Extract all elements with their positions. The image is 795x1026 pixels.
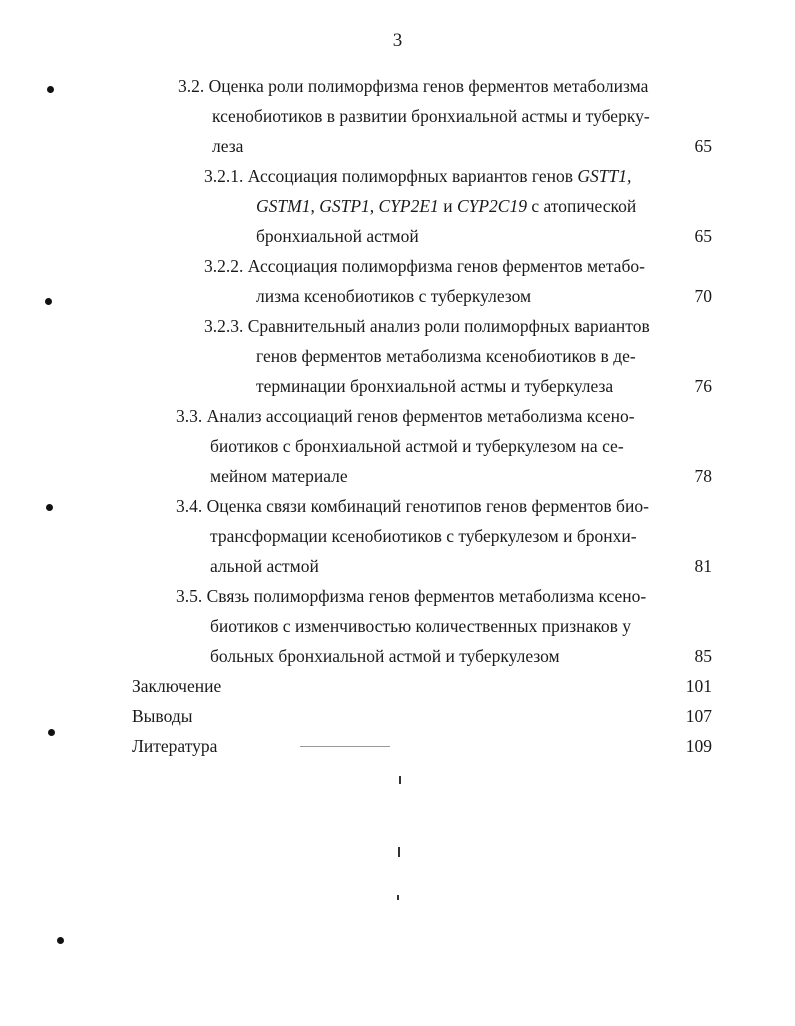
toc-entry-conclusion-page: 101 bbox=[685, 676, 712, 696]
binder-hole-mark bbox=[46, 504, 53, 511]
gene-gstm1: GSTM1 bbox=[256, 196, 311, 216]
binder-hole-mark bbox=[45, 298, 52, 305]
toc-entry-3-3-line-1: 3.3. Анализ ассоциаций генов ферментов метаболизма ксено- bbox=[176, 406, 635, 426]
toc-entry-3-5-line-3: больных бронхиальной астмой и туберкулезом bbox=[210, 646, 560, 666]
gene-gstt1: GSTT1, bbox=[577, 166, 632, 186]
separator: , bbox=[310, 196, 320, 216]
separator: , bbox=[369, 196, 379, 216]
gene-cyp2c19: CYP2C19 bbox=[456, 196, 527, 216]
toc-entry-3-2-2-page: 70 bbox=[694, 286, 712, 306]
toc-entry-3-2-2-line-2: лизма ксенобиотиков с туберкулезом bbox=[256, 286, 532, 306]
toc-entry-3-2-1-line-2 bbox=[256, 195, 636, 217]
toc-entry-3-2-3-page: 76 bbox=[694, 376, 712, 396]
toc-entry-literature-page: 109 bbox=[685, 736, 712, 756]
toc-entry-3-2-line-1: 3.2. Оценка роли полиморфизма генов ферментов метаболизма bbox=[178, 76, 649, 96]
toc-entry-3-2-3-line-2: генов ферментов метаболизма ксенобиотиков в де- bbox=[256, 346, 636, 366]
binder-hole-mark bbox=[48, 729, 55, 736]
toc-entry-3-2-1-line-3: бронхиальной астмой bbox=[256, 226, 419, 246]
toc-entry-3-2-1-text: с атопической bbox=[526, 196, 637, 216]
conjunction: и bbox=[438, 196, 457, 216]
toc-entry-3-2-line-2: ксенобиотиков в развитии бронхиальной астмы и туберку- bbox=[212, 106, 650, 126]
gene-gstp1: GSTP1 bbox=[319, 196, 370, 216]
toc-entry-3-2-3-line-3: терминации бронхиальной астмы и туберкулеза bbox=[256, 376, 614, 396]
toc-entry-3-4-line-3: альной астмой bbox=[210, 556, 319, 576]
toc-entry-3-4-page: 81 bbox=[694, 556, 712, 576]
toc-entry-conclusion-label: Заключение bbox=[132, 676, 222, 696]
toc-entry-3-3-line-3: мейном материале bbox=[210, 466, 348, 486]
toc-entry-3-2-1-line-1 bbox=[204, 165, 631, 187]
toc-entry-findings-page: 107 bbox=[685, 706, 712, 726]
scan-speck bbox=[398, 847, 400, 857]
toc-entry-3-3-line-2: биотиков с бронхиальной астмой и туберкулезом на се- bbox=[210, 436, 624, 456]
toc-entry-3-5-line-2: биотиков с изменчивостью количественных признаков у bbox=[210, 616, 631, 636]
binder-hole-mark bbox=[47, 86, 54, 93]
scan-speck bbox=[300, 746, 390, 747]
toc-entry-3-3-page: 78 bbox=[694, 466, 712, 486]
toc-entry-3-2-2-line-1: 3.2.2. Ассоциация полиморфизма генов ферментов метабо- bbox=[204, 256, 645, 276]
toc-entry-findings-label: Выводы bbox=[132, 706, 193, 726]
toc-entry-literature-label: Литература bbox=[132, 736, 218, 756]
toc-entry-3-2-3-line-1: 3.2.3. Сравнительный анализ роли полиморфных вариантов bbox=[204, 316, 650, 336]
toc-entry-3-2-1-text: 3.2.1. Ассоциация полиморфных вариантов генов bbox=[204, 166, 578, 186]
toc-entry-3-2-page: 65 bbox=[694, 136, 712, 156]
page-number: 3 bbox=[392, 30, 403, 51]
scan-speck bbox=[399, 776, 401, 784]
toc-entry-3-4-line-1: 3.4. Оценка связи комбинаций генотипов генов ферментов био- bbox=[176, 496, 649, 516]
toc-entry-3-2-1-page: 65 bbox=[694, 226, 712, 246]
toc-entry-3-5-line-1: 3.5. Связь полиморфизма генов ферментов метаболизма ксено- bbox=[176, 586, 647, 606]
toc-entry-3-4-line-2: трансформации ксенобиотиков с туберкулезом и бронхи- bbox=[210, 526, 637, 546]
gene-cyp2e1: CYP2E1 bbox=[378, 196, 439, 216]
scan-speck bbox=[397, 895, 399, 900]
toc-entry-3-5-page: 85 bbox=[694, 646, 712, 666]
toc-entry-3-2-line-3: леза bbox=[212, 136, 244, 156]
binder-hole-mark bbox=[57, 937, 64, 944]
